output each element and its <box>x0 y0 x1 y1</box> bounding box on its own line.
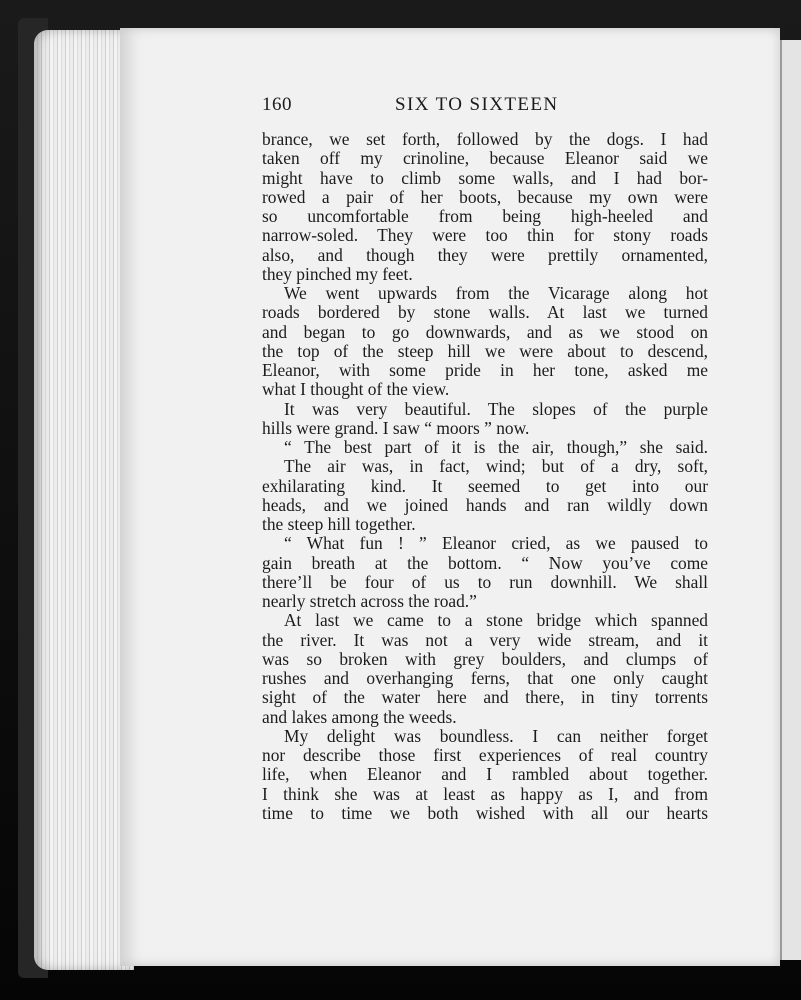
text-line: the river. It was not a very wide stream, and it <box>262 630 708 650</box>
text-line: “ The best part of it is the air, though,” she said. <box>284 438 708 457</box>
text-line: what I thought of the view. <box>262 380 450 400</box>
page-number: 160 <box>262 94 292 115</box>
text-line: I think she was at least as happy as I, and from <box>262 784 708 804</box>
text-line: time to time we both wished with all our hearts <box>262 803 708 823</box>
text-line: the steep hill together. <box>262 515 416 534</box>
text-line: and began to go downwards, and as we stood on <box>262 322 708 342</box>
text-line: might have to climb some walls, and I had bor- <box>262 168 708 188</box>
text-line: It was very beautiful. The slopes of the purple <box>284 399 708 419</box>
text-line: taken off my crinoline, because Eleanor said we <box>262 149 708 169</box>
facing-page-edge <box>780 40 801 960</box>
text-line: also, and though they were prettily ornamented, <box>262 245 708 265</box>
text-line: and lakes among the weeds. <box>262 707 457 727</box>
text-line: My delight was boundless. I can neither forget <box>284 726 708 746</box>
text-line: they pinched my feet. <box>262 264 413 284</box>
text-line: Eleanor, with some pride in her tone, asked me <box>262 361 708 380</box>
text-line: We went upwards from the Vicarage along hot <box>284 284 708 303</box>
text-line: roads bordered by stone walls. At last we turned <box>262 303 708 323</box>
text-line: brance, we set forth, followed by the dogs. I had <box>262 130 708 149</box>
running-head <box>262 94 712 122</box>
text-line: life, when Eleanor and I rambled about together. <box>262 765 708 785</box>
page-edges-stack <box>34 30 134 970</box>
text-line: hills were grand. I saw “ moors ” now. <box>262 418 530 438</box>
text-line: exhilarating kind. It seemed to get into our <box>262 476 708 496</box>
body-text <box>262 130 708 823</box>
text-line: At last we came to a stone bridge which spanned <box>284 611 708 631</box>
text-line: there’ll be four of us to run downhill. We shall <box>262 572 708 592</box>
text-line: narrow-soled. They were too thin for stony roads <box>262 226 708 246</box>
text-line: “ What fun ! ” Eleanor cried, as we paused to <box>284 534 708 554</box>
text-line: heads, and we joined hands and ran wildly down <box>262 495 708 515</box>
text-line: sight of the water here and there, in tiny torrents <box>262 688 708 708</box>
text-line: nearly stretch across the road.” <box>262 592 477 611</box>
text-line: rowed a pair of her boots, because my own were <box>262 187 708 207</box>
text-line: was so broken with grey boulders, and clumps of <box>262 649 708 669</box>
book-title: SIX TO SIXTEEN <box>395 94 559 115</box>
text-line: rushes and overhanging ferns, that one only caught <box>262 669 708 688</box>
text-line: gain breath at the bottom. “ Now you’ve come <box>262 553 708 573</box>
text-line: The air was, in fact, wind; but of a dry, soft, <box>284 457 708 477</box>
text-line: so uncomfortable from being high-heeled and <box>262 207 708 226</box>
text-line: nor describe those first experiences of real country <box>262 746 708 765</box>
text-line: the top of the steep hill we were about to descend, <box>262 341 708 361</box>
